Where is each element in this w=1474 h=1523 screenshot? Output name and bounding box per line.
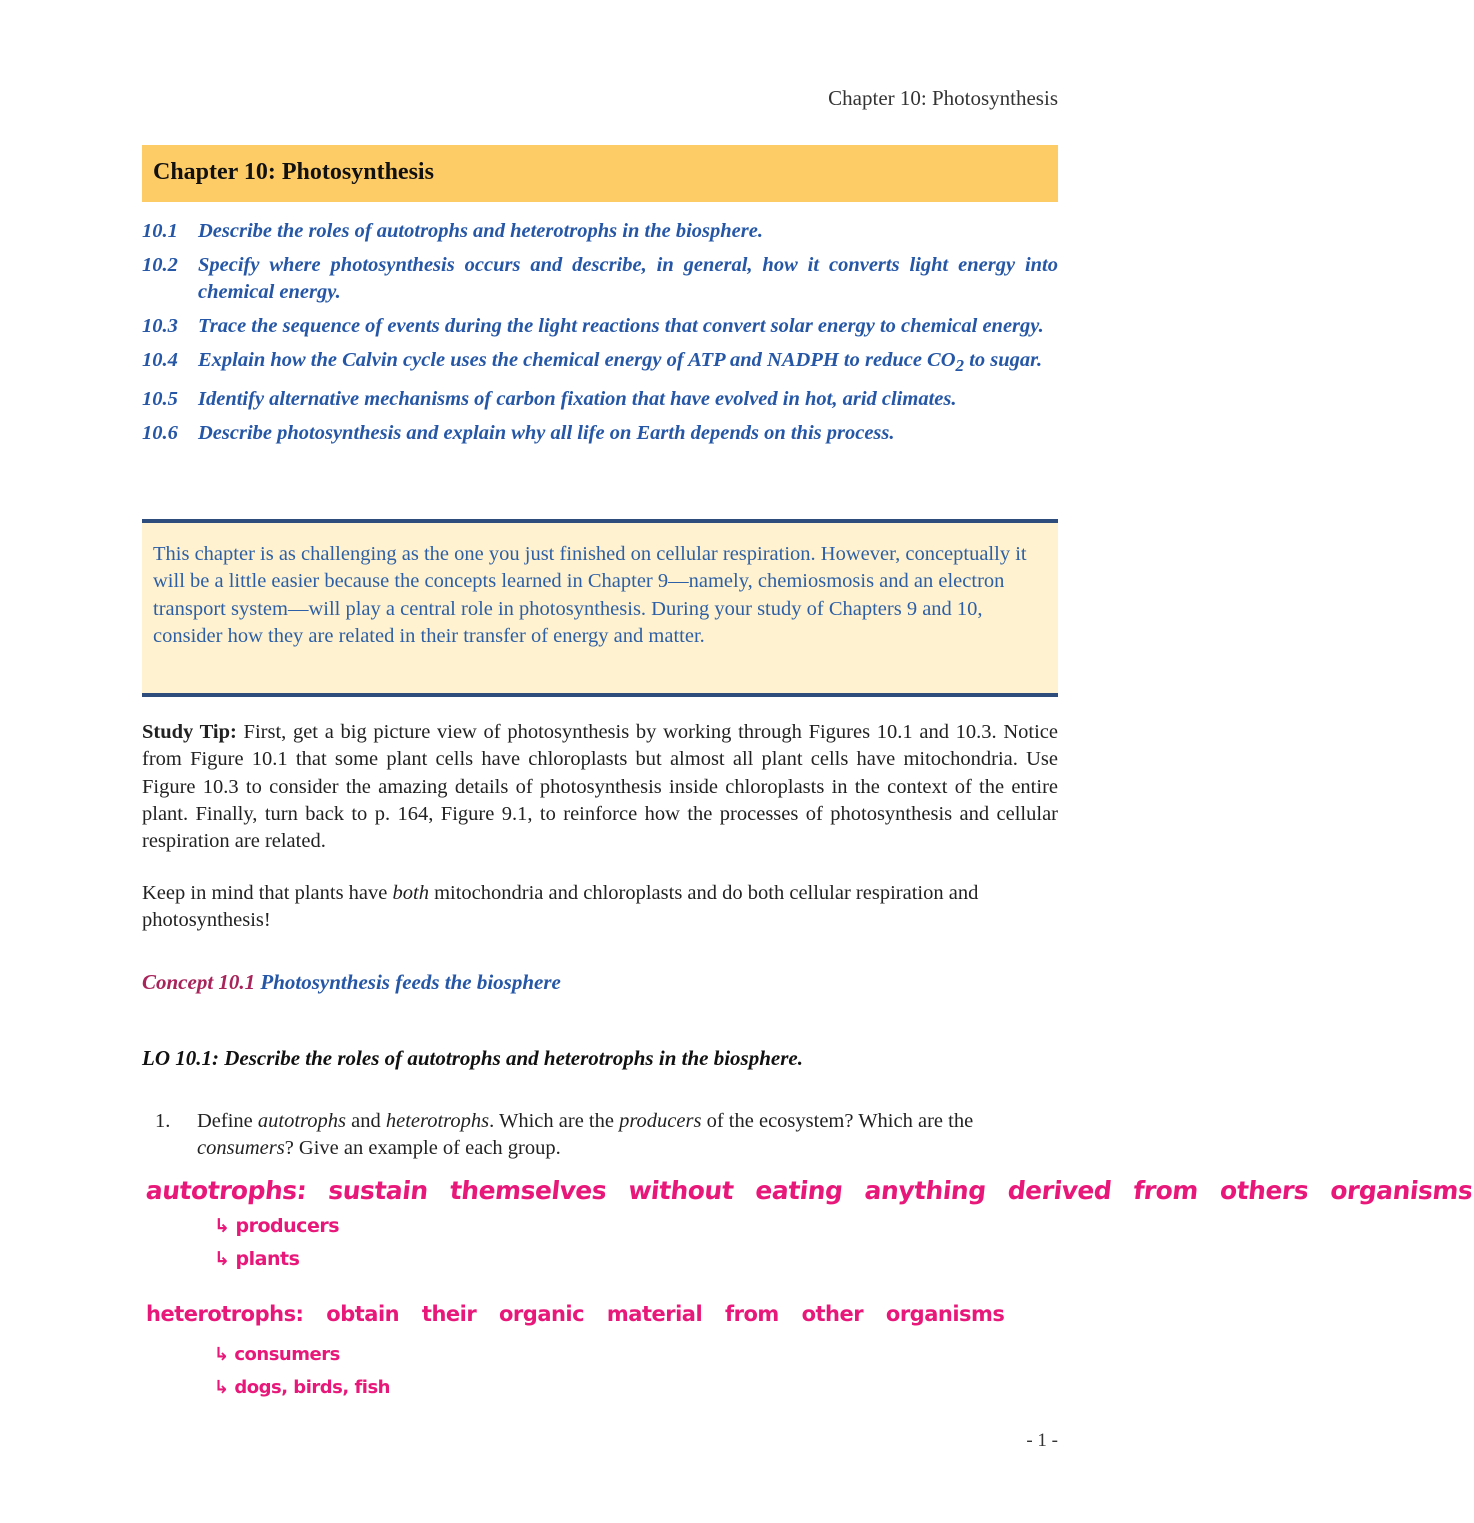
- objective-10-1: [142, 218, 1058, 245]
- objective-text: Identify alternative mechanisms of carbon fixation that have evolved in hot, arid climates.: [198, 388, 957, 411]
- subscript: 2: [955, 356, 965, 376]
- running-header: Chapter 10: Photosynthesis: [828, 86, 1058, 110]
- objective-10-3: [142, 313, 1058, 340]
- objective-text-part: Explain how the Calvin cycle uses the chemical energy of ATP and NADPH to reduce CO: [198, 349, 956, 371]
- q-emphasis: producers: [619, 1110, 702, 1132]
- q-text: Define: [197, 1110, 258, 1132]
- objective-10-4: [142, 347, 1058, 379]
- objective-number: 10.3: [142, 315, 178, 337]
- objective-number: 10.5: [142, 388, 178, 411]
- chapter-title: Chapter 10: Photosynthesis: [153, 159, 434, 185]
- page-number: - 1 -: [1026, 1430, 1058, 1451]
- handwritten-answer-heterotrophs: heterotrophs: obtain their organic material from other organisms: [146, 1302, 1005, 1326]
- handwritten-answer-producers: ↳ producers: [214, 1215, 340, 1237]
- concept-heading: [142, 970, 561, 995]
- question-number: 1.: [155, 1110, 171, 1132]
- q-text: and: [346, 1110, 386, 1132]
- handwritten-answer-examples: ↳ dogs, birds, fish: [214, 1377, 390, 1398]
- question-text: [197, 1108, 1058, 1163]
- objective-number: 10.1: [142, 220, 178, 242]
- keep-in-mind-paragraph: [142, 880, 1058, 935]
- q-emphasis: autotrophs: [257, 1110, 346, 1132]
- study-tip-label: Study Tip:: [142, 721, 237, 743]
- keep-text: mitochondria and chloroplasts and do both cellular respiration and photosynthesis!: [142, 882, 979, 932]
- objective-number: 10.4: [142, 349, 178, 371]
- concept-title: Photosynthesis feeds the biosphere: [255, 970, 561, 994]
- study-tip-text: First, get a big picture view of photosynthesis by working through Figures 10.1 and 10.3. Notice from Figure 10.1 that some plant cells have chloroplasts but almost all plant cells have mitochondria. Use Figure 10.3 to consider the amazing details of photosynthesis inside chloroplasts in the context of the entire plant. Finally, turn back to p. 164, Figure 9.1, to reinforce how the processes of photosynthesis and cellular respiration are related.: [142, 721, 1058, 853]
- objective-10-6: [142, 420, 1058, 447]
- learning-objectives: [142, 218, 1058, 454]
- q-text: of the ecosystem? Which are the: [701, 1110, 974, 1132]
- q-text: ? Give an example of each group.: [284, 1137, 561, 1160]
- objective-text: Describe the roles of autotrophs and heterotrophs in the biosphere.: [198, 220, 763, 242]
- objective-10-2: [142, 252, 1058, 306]
- q-text: . Which are the: [489, 1110, 620, 1132]
- objective-text: [198, 347, 1058, 379]
- handwritten-answer-plants: ↳ plants: [214, 1248, 300, 1270]
- handwritten-answer-autotrophs: autotrophs: sustain themselves without eating anything derived from others organisms: [144, 1176, 1474, 1205]
- objective-number: 10.6: [142, 422, 178, 445]
- q-emphasis: consumers: [197, 1137, 285, 1160]
- objective-number: 10.2: [142, 254, 178, 276]
- question-1: [155, 1108, 1058, 1163]
- emphasis: both: [392, 882, 429, 904]
- callout-text: This chapter is as challenging as the one you just finished on cellular respiration. However, conceptually it will be a little easier because the concepts learned in Chapter 9—namely, chemiosmosis and an electron transport system—will play a central role in photosynthesis. During your study of Chapters 9 and 10, consider how they are related in their transfer of energy and matter.: [153, 543, 1027, 647]
- objective-text: Describe photosynthesis and explain why all life on Earth depends on this process.: [198, 422, 895, 445]
- objective-text-part: to sugar.: [964, 349, 1043, 371]
- objective-text: Specify where photosynthesis occurs and describe, in general, how it converts light energy into chemical energy.: [198, 254, 1058, 303]
- concept-label: Concept 10.1: [142, 970, 256, 994]
- keep-text: Keep in mind that plants have: [142, 882, 393, 904]
- study-tip-paragraph: [142, 719, 1058, 855]
- objective-10-5: [142, 386, 1058, 413]
- handwritten-answer-consumers: ↳ consumers: [214, 1344, 340, 1365]
- objective-text: Trace the sequence of events during the light reactions that convert solar energy to chemical energy.: [198, 315, 1044, 337]
- intro-callout-box: [142, 519, 1058, 697]
- lo-heading: LO 10.1: Describe the roles of autotrophs and heterotrophs in the biosphere.: [142, 1046, 803, 1070]
- chapter-banner: [142, 145, 1058, 202]
- q-emphasis: heterotrophs: [385, 1110, 490, 1132]
